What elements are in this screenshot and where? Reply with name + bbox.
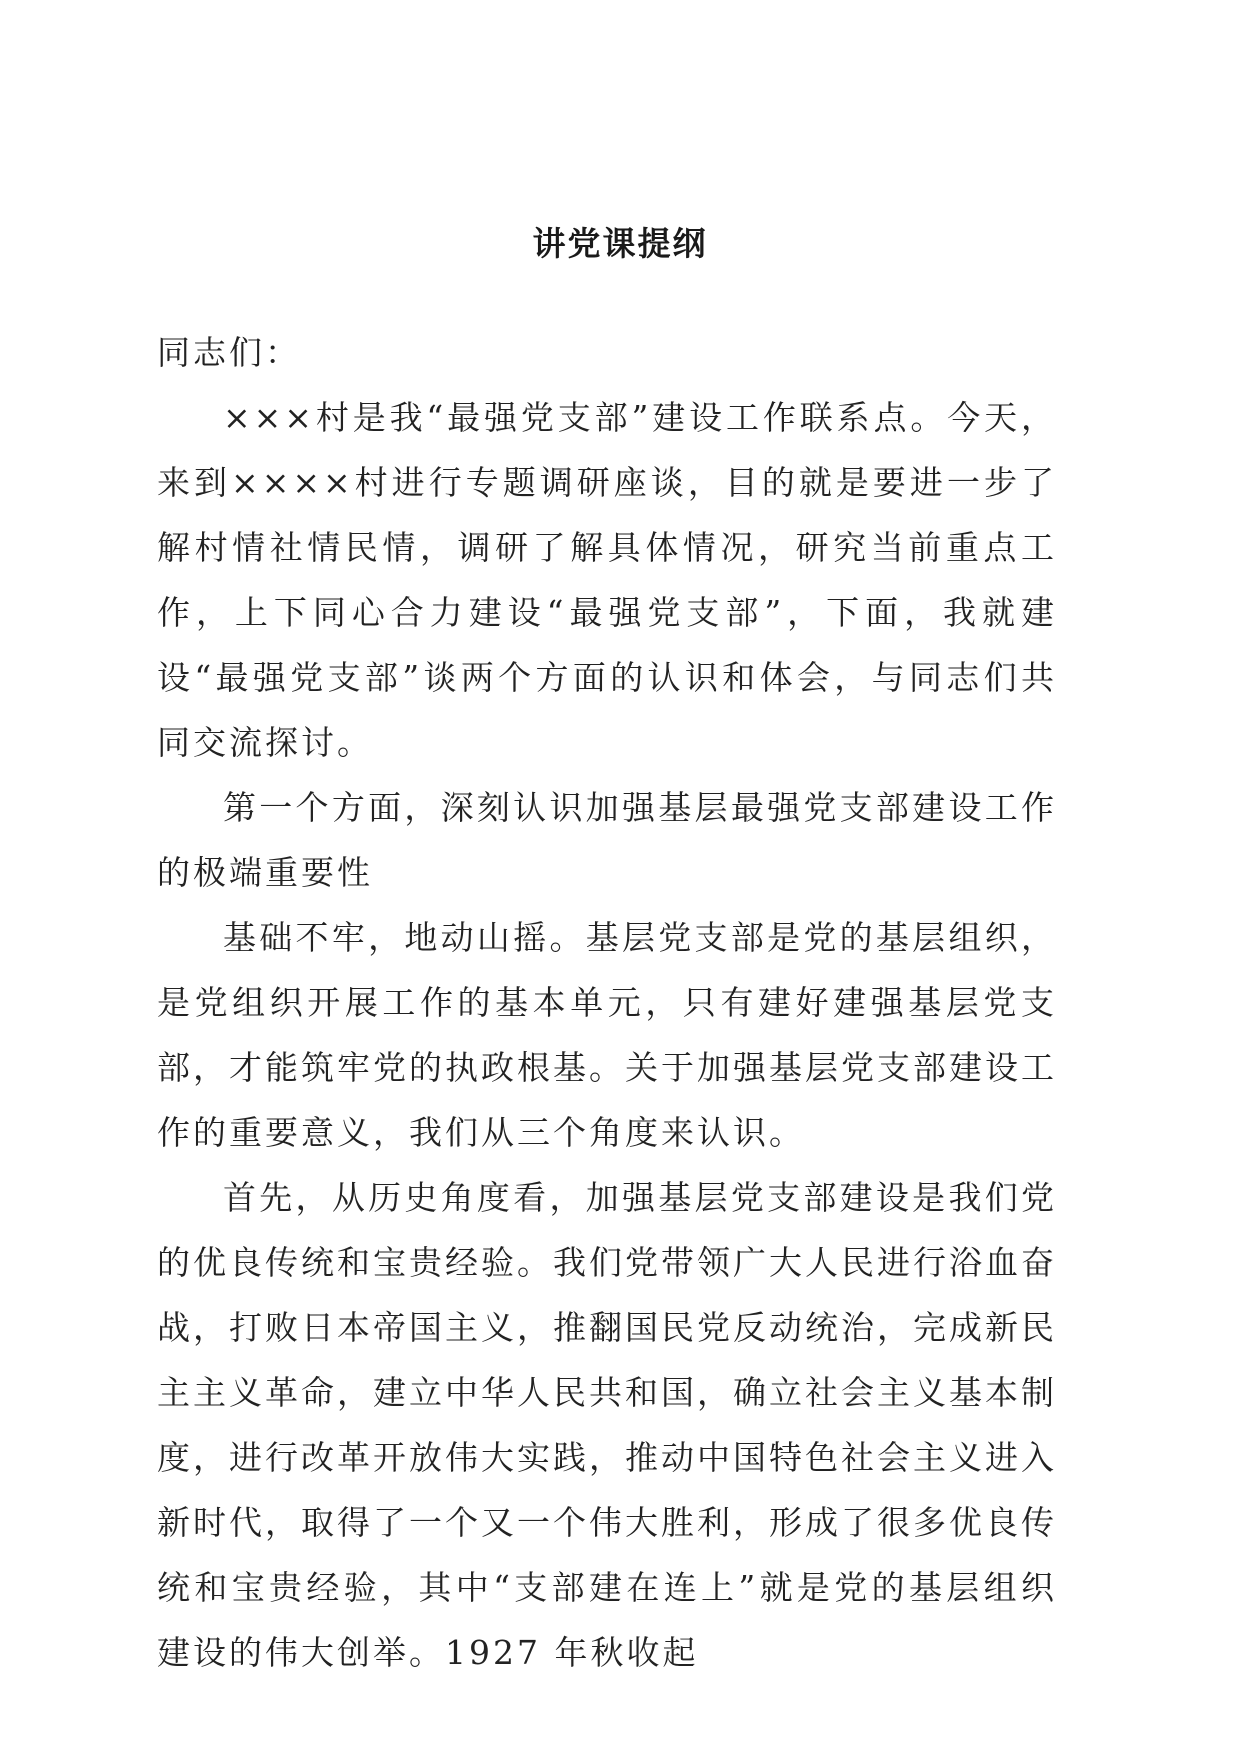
salutation: 同志们： (157, 333, 301, 372)
paragraph-foundation: 基础不牢，地动山摇。基层党支部是党的基层组织，是党组织开展工作的基本单元，只有建好建强基层党支部，才能筑牢党的执政根基。关于加强基层党支部建设工作的重要意义，我们从三个角度来认识。 (157, 918, 1057, 1152)
paragraph-history: 首先，从历史角度看，加强基层党支部建设是我们党的优良传统和宝贵经验。我们党带领广大人民进行浴血奋战，打败日本帝国主义，推翻国民党反动统治，完成新民主主义革命，建立中华人民共和国，确立社会主义基本制度，进行改革开放伟大实践，推动中国特色社会主义进入新时代，取得了一个又一个伟大胜利，形成了很多优良传统和宝贵经验，其中“支部建在连上”就是党的基层组织建设的伟大创举。1927 年秋收起 (157, 1178, 1057, 1672)
section-heading-first: 第一个方面，深刻认识加强基层最强党支部建设工作的极端重要性 (157, 788, 1057, 892)
paragraph-intro: ×××村是我“最强党支部”建设工作联系点。今天，来到××××村进行专题调研座谈，目的就是要进一步了解村情社情民情，调研了解具体情况，研究当前重点工作，上下同心合力建设“最强党支部”，下面，我就建设“最强党支部”谈两个方面的认识和体会，与同志们共同交流探讨。 (157, 398, 1057, 762)
document-title: 讲党课提纲 (532, 224, 708, 263)
document-body (157, 320, 1057, 1685)
